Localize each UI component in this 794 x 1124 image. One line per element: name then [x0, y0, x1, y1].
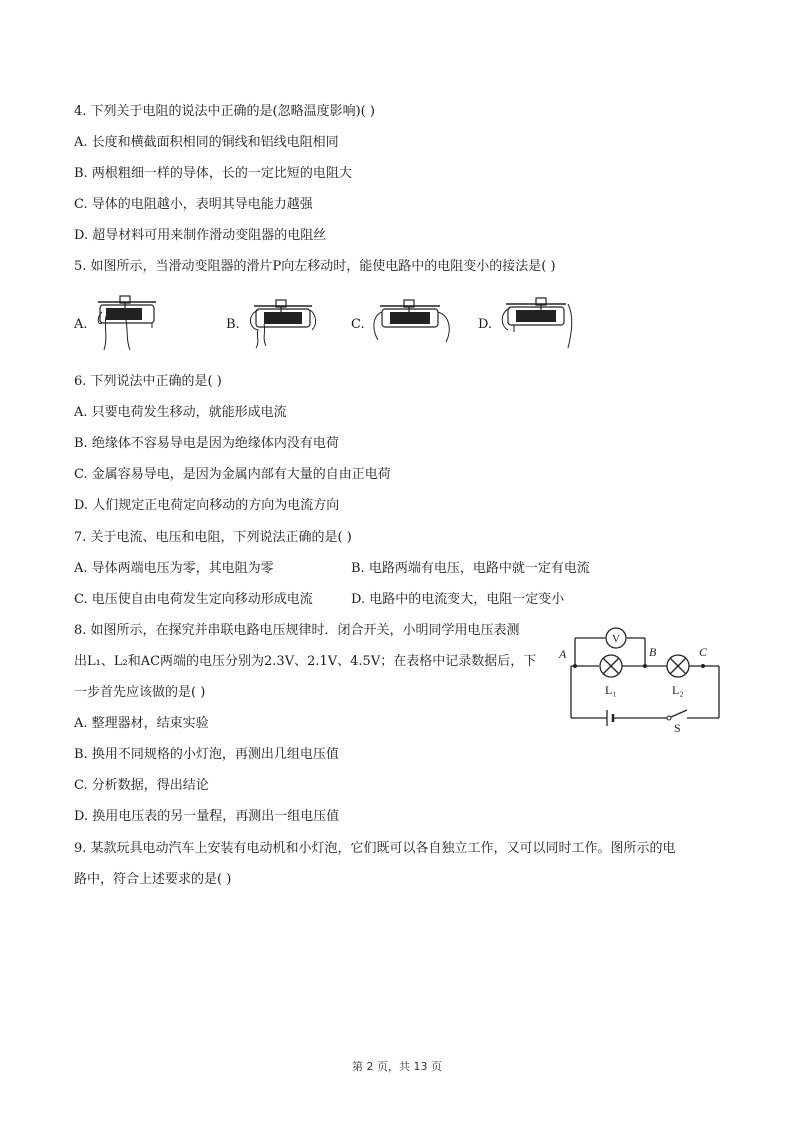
q7-option-d: D. 电路中的电流变大，电阻一定变小: [351, 592, 565, 607]
voltmeter-label: V: [612, 633, 620, 645]
node-c-label: C: [699, 645, 708, 659]
q4-stem: 4. 下列关于电阻的说法中正确的是(忽略温度影响)( ): [74, 104, 375, 119]
switch-symbol: [671, 710, 687, 717]
rheostat-d-figure: [498, 294, 578, 352]
q8-option-c: C. 分析数据，得出结论: [74, 778, 209, 793]
q5-stem: 5. 如图所示，当滑动变阻器的滑片P向左移动时，能使电路中的电阻变小的接法是( ): [74, 259, 556, 274]
q8-stem-line-3: 一步首先应该做的是( ): [74, 685, 206, 700]
q8-circuit-diagram: [555, 620, 735, 735]
q7-option-c: C. 电压使自由电荷发生定向移动形成电流: [74, 592, 313, 607]
q6-option-b: B. 绝缘体不容易导电是因为绝缘体内没有电荷: [74, 436, 339, 451]
q4-option-d: D. 超导材料可用来制作滑动变阻器的电阻丝: [74, 228, 327, 243]
q5-option-a-label: A.: [74, 317, 88, 332]
rheostat-c-figure: [370, 296, 454, 352]
q5-option-b-label: B.: [226, 317, 240, 332]
q4-option-b: B. 两根粗细一样的导体，长的一定比短的电阻大: [74, 166, 352, 181]
q8-stem-line-1: 8. 如图所示，在探究并串联电路电压规律时．闭合开关，小明同学用电压表测: [74, 623, 520, 638]
q8-stem-line-2: 出L₁、L₂和AC两端的电压分别为2.3V、2.1V、4.5V；在表格中记录数据后，下: [74, 654, 537, 669]
q6-stem: 6. 下列说法中正确的是( ): [74, 374, 222, 389]
q5-option-c-label: C.: [351, 317, 365, 332]
page-footer: 第 2 页，共 13 页: [352, 1060, 442, 1073]
rheostat-a-figure: [92, 294, 162, 354]
q6-option-d: D. 人们规定正电荷定向移动的方向为电流方向: [74, 498, 340, 513]
lamp1-label: L₁: [605, 683, 617, 697]
q7-option-a: A. 导体两端电压为零，其电阻为零: [74, 561, 274, 576]
q4-option-a: A. 长度和横截面积相同的铜线和铝线电阻相同: [74, 135, 339, 150]
q8-option-b: B. 换用不同规格的小灯泡，再测出几组电压值: [74, 747, 339, 762]
q6-option-c: C. 金属容易导电，是因为金属内部有大量的自由正电荷: [74, 467, 391, 482]
rheostat-b-figure: [246, 296, 318, 352]
q8-option-d: D. 换用电压表的另一量程，再测出一组电压值: [74, 809, 340, 824]
q9-stem-line-2: 路中，符合上述要求的是( ): [74, 872, 232, 887]
q9-stem-line-1: 9. 某款玩具电动汽车上安装有电动机和小灯泡，它们既可以各自独立工作，又可以同时工作。图所示的电: [74, 841, 676, 856]
q6-option-a: A. 只要电荷发生移动，就能形成电流: [74, 405, 287, 420]
lamp2-label: L₂: [672, 683, 684, 697]
q8-option-a: A. 整理器材，结束实验: [74, 716, 209, 731]
q5-option-d-label: D.: [478, 317, 493, 332]
q7-option-b: B. 电路两端有电压，电路中就一定有电流: [351, 561, 590, 576]
node-b-label: B: [649, 645, 657, 659]
node-a-label: A: [559, 647, 567, 661]
switch-label: S: [674, 721, 681, 735]
q4-option-c: C. 导体的电阻越小，表明其导电能力越强: [74, 197, 313, 212]
q7-stem: 7. 关于电流、电压和电阻，下列说法正确的是( ): [74, 530, 352, 545]
